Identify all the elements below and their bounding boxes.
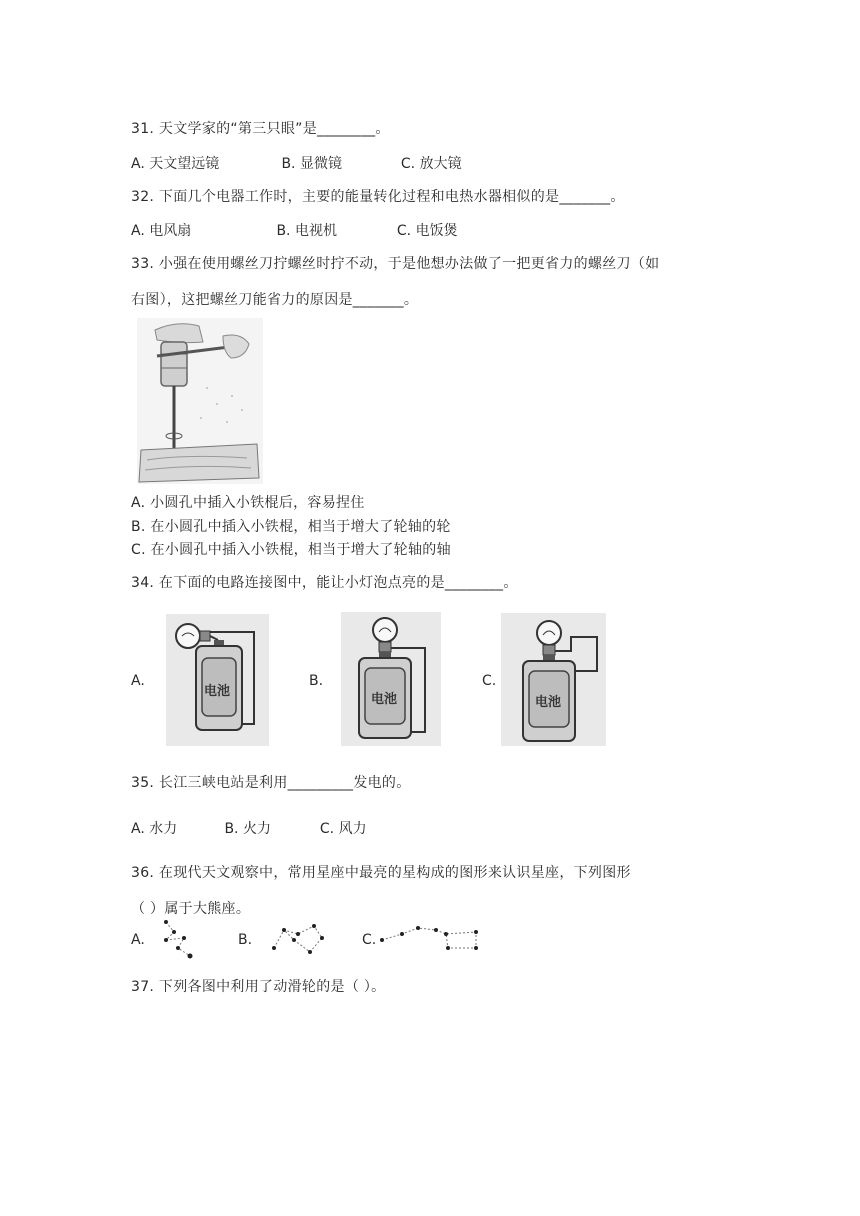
q33-option-c: C. 在小圆孔中插入小铁棍，相当于增大了轮轴的轴: [131, 542, 451, 558]
q31-option-c: C. 放大镜: [400, 156, 462, 172]
battery-label-c: 电池: [535, 695, 562, 710]
q32-option-c: C. 电饭煲: [396, 223, 458, 239]
q35-option-b: B. 火力: [224, 821, 271, 837]
constellation-c: [378, 920, 482, 954]
q34-label-b: B.: [309, 673, 324, 689]
q33-stem-line1: 33. 小强在使用螺丝刀拧螺丝时拧不动，于是他想办法做了一把更省力的螺丝刀（如: [131, 256, 660, 272]
q33-option-b: B. 在小圆孔中插入小铁棍，相当于增大了轮轴的轮: [131, 519, 451, 535]
screwdriver-figure: [137, 318, 263, 484]
q35-stem: 35. 长江三峡电站是利用_________发电的。: [131, 775, 411, 791]
battery-label-a: 电池: [204, 684, 231, 699]
q31-stem: 31. 天文学家的“第三只眼”是________。: [131, 121, 390, 137]
circuit-figure-b: [341, 612, 441, 746]
q32-stem: 32. 下面几个电器工作时，主要的能量转化过程和电热水器相似的是_______。: [131, 189, 625, 205]
q33-stem-line2: 右图），这把螺丝刀能省力的原因是_______。: [131, 292, 419, 308]
q31-options: [131, 153, 462, 173]
q35-options: [131, 818, 367, 838]
q36-label-a: A.: [131, 932, 145, 948]
q32-options: [131, 220, 458, 240]
q37-stem: 37. 下列各图中利用了动滑轮的是（ ）。: [131, 979, 386, 995]
q31-option-b: B. 显微镜: [281, 156, 342, 172]
q35-option-a: A. 水力: [131, 821, 178, 837]
battery-label-b: 电池: [371, 692, 398, 707]
q32-option-a: A. 电风扇: [131, 223, 192, 239]
constellation-b: [270, 920, 330, 956]
constellation-a: [160, 918, 196, 960]
q34-label-a: A.: [131, 673, 145, 689]
q34-stem: 34. 在下面的电路连接图中，能让小灯泡点亮的是________。: [131, 575, 518, 591]
q31-option-a: A. 天文望远镜: [131, 156, 220, 172]
q36-stem-line1: 36. 在现代天文观察中，常用星座中最亮的星构成的图形来认识星座，下列图形: [131, 865, 631, 881]
q36-label-c: C.: [362, 932, 377, 948]
q32-option-b: B. 电视机: [276, 223, 337, 239]
q36-label-b: B.: [238, 932, 253, 948]
circuit-figure-a: [166, 614, 269, 746]
q35-option-c: C. 风力: [319, 821, 367, 837]
q36-stem-line2: （ ）属于大熊座。: [131, 901, 251, 917]
circuit-figure-c: [501, 613, 606, 746]
q34-label-c: C.: [482, 673, 497, 689]
q33-option-a: A. 小圆孔中插入小铁棍后，容易捏住: [131, 495, 365, 511]
